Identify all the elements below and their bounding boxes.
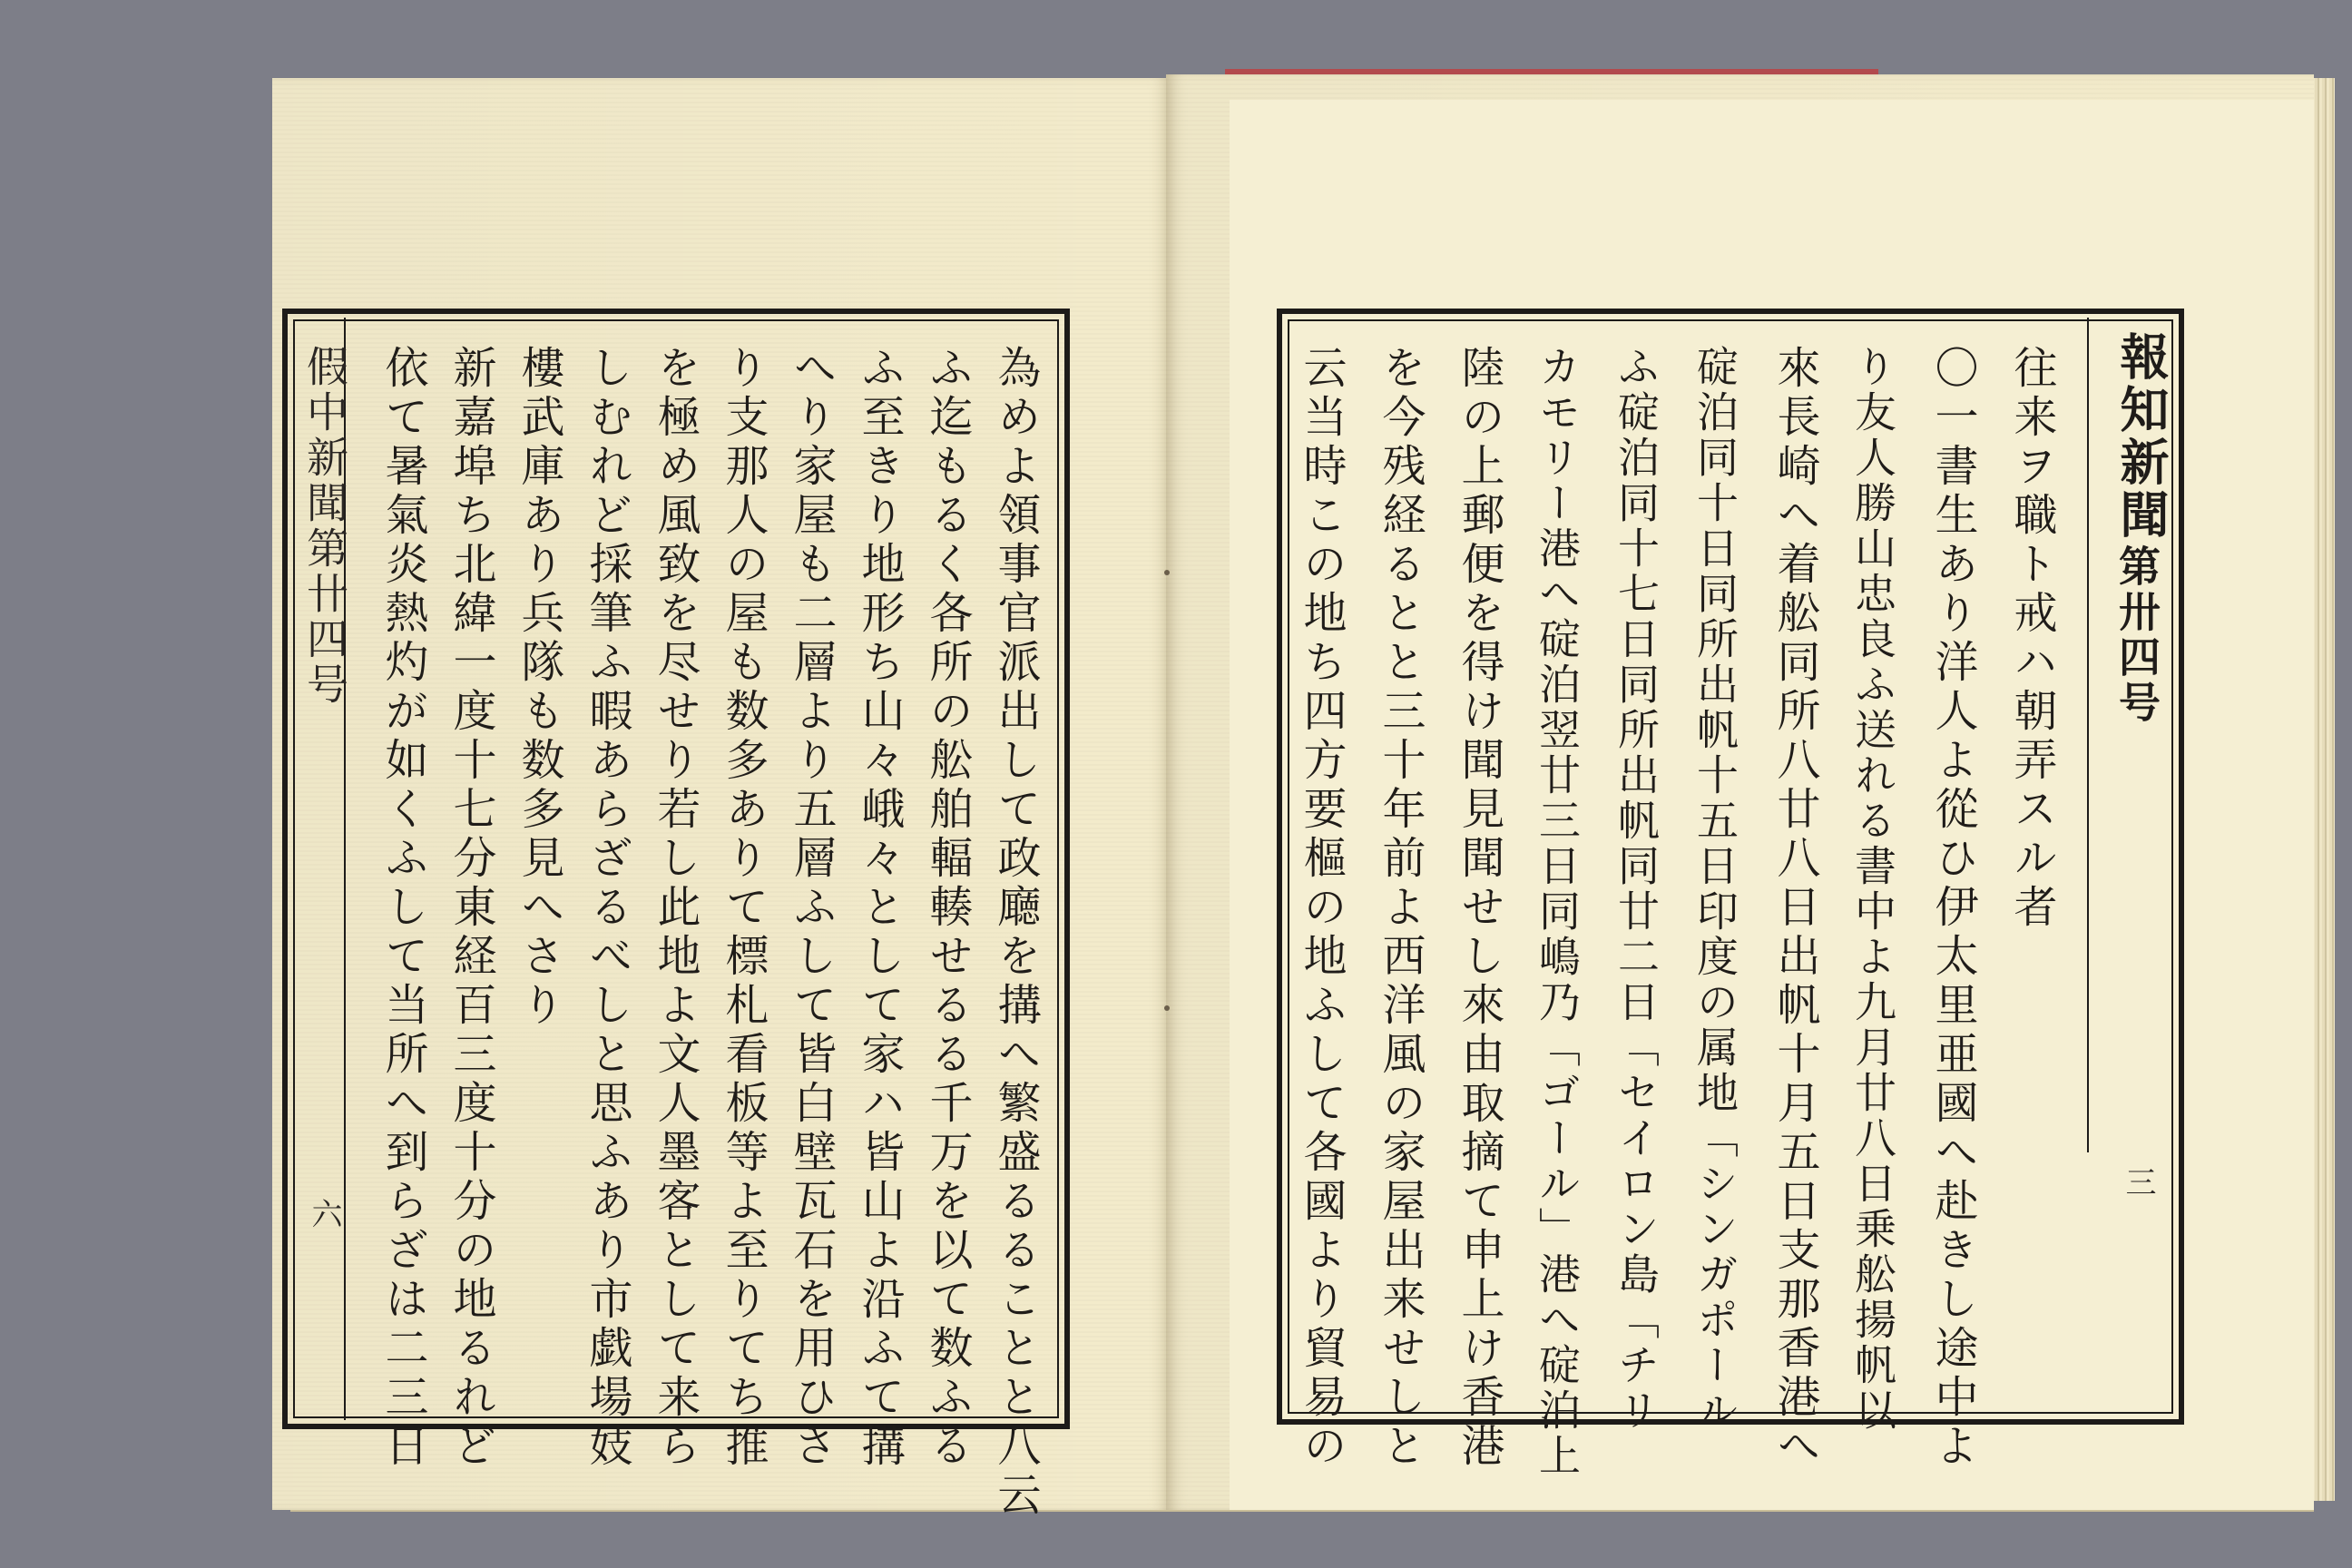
right-column-2: 〇一書生あり洋人よ從ひ伊太里亜國へ赴きし途中よ xyxy=(1927,345,1978,1472)
left-column-5: り支那人の屋も数多ありて標札看板等よ至りてち推 xyxy=(718,345,769,1472)
right-folio: 三 xyxy=(2120,1166,2156,1197)
newspaper-title: 報知新聞 xyxy=(2112,331,2171,542)
right-column-4: 來長崎へ着舩同所八廿八日出帆十月五日支那香港へ xyxy=(1769,345,1820,1472)
left-margin-title: 假中新聞第卄四号 xyxy=(300,345,349,708)
left-column-2: ふ迄もるく各所の舩舶輻輳せるる千万を以て数ふる xyxy=(922,345,973,1472)
right-column-8: 陸の上郵便を得け聞見聞せし來由取摘て申上け香港 xyxy=(1454,345,1504,1472)
left-column-6: を極め風致を尽せり若し此地よ文人墨客として来ら xyxy=(650,345,701,1472)
left-column-1: 為めよ領事官派出して政廰を搆へ繁盛るることと八云 xyxy=(990,345,1041,1521)
left-column-4: へり家屋も二層より五層ふして皆白壁瓦石を用ひさ xyxy=(786,345,837,1472)
left-column-8: 樓武庫あり兵隊も数多見へさり xyxy=(514,345,564,1031)
right-column-7: カモリー港へ碇泊翌廿三日同嶋乃「ゴール」港へ碇泊上 xyxy=(1533,345,1582,1479)
left-column-7: しむれど採筆ふ暇あらざるべしと思ふあり市戯場妓 xyxy=(582,345,632,1472)
left-folio: 六 xyxy=(306,1198,342,1229)
left-column-10: 依て暑氣炎熱灼が如くふして当所へ到らざは二三日 xyxy=(377,345,428,1472)
binding-hole xyxy=(1164,570,1170,575)
right-column-1: 往来ヲ職ト戒ハ朝弄スル者 xyxy=(2006,345,2057,933)
right-column-9: を今残経るとと三十年前よ西洋風の家屋出来せしと xyxy=(1375,345,1426,1472)
binding-hole xyxy=(1164,1005,1170,1011)
issue-number: 第卅四号 xyxy=(2112,544,2161,726)
right-column-6: ふ碇泊同十七日同所出帆同廿二日「セイロン島「チリ xyxy=(1612,345,1661,1434)
right-column-3: り友人勝山忠良ふ送れる書中よ九月廿八日乗舩揚帆以 xyxy=(1848,345,1897,1434)
left-column-3: ふ至きり地形ち山々峨々として家ハ皆山よ沿ふて搆 xyxy=(854,345,905,1472)
left-column-9: 新嘉埠ち北緯一度十七分東経百三度十分の地るれど xyxy=(446,345,496,1472)
right-column-5: 碇泊同十日同所出帆十五日印度の属地「シンガポール xyxy=(1690,345,1740,1434)
right-column-10: 云当時この地ち四方要樞の地ふして各國より貿易の xyxy=(1296,345,1347,1472)
